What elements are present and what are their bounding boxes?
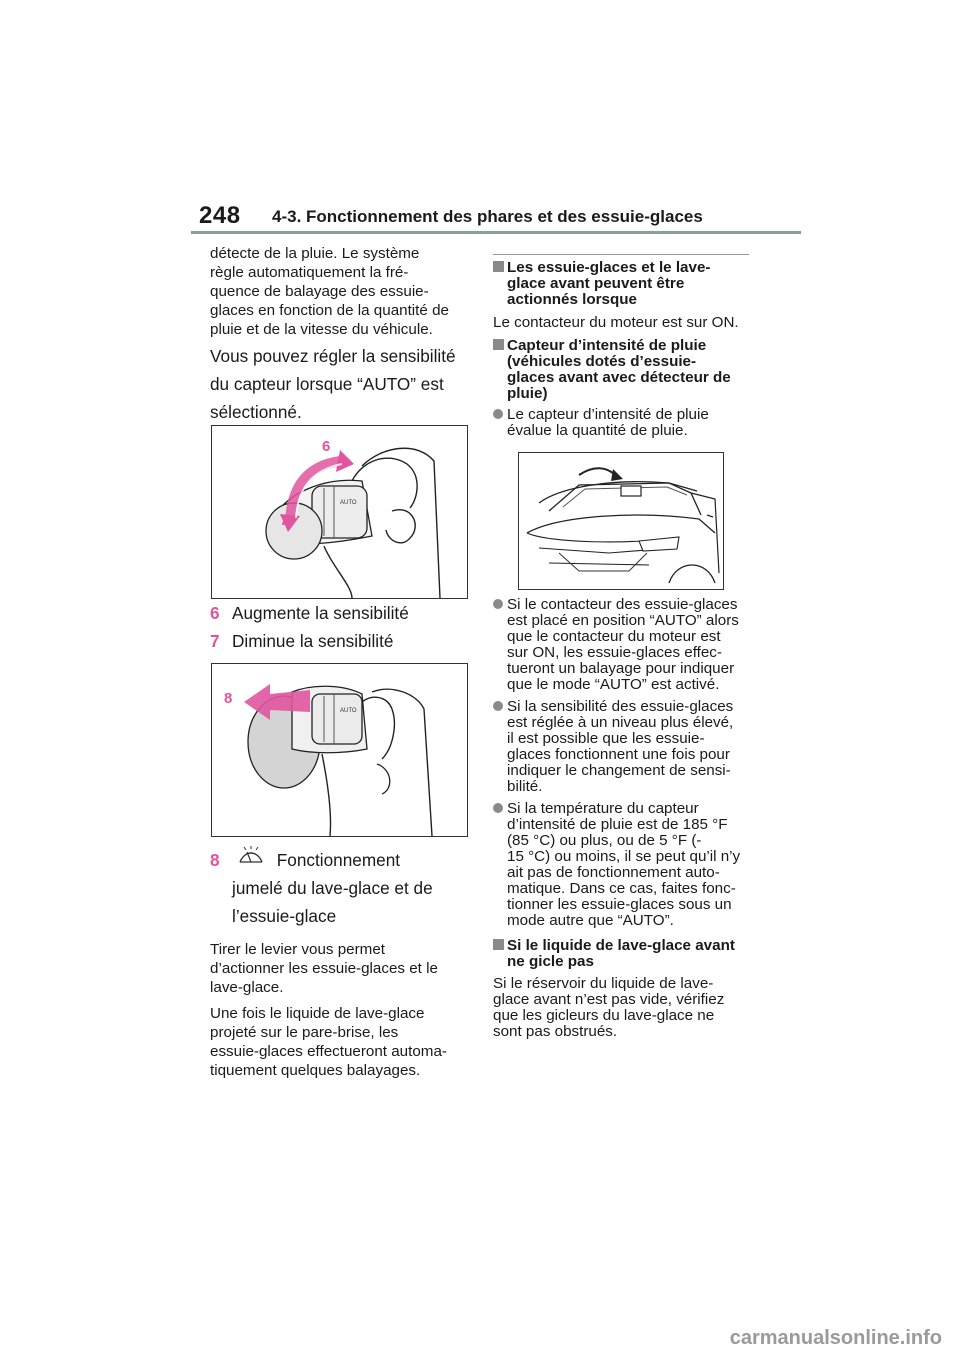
figure-rain-sensor-car: [518, 452, 724, 590]
knob-illustration: [212, 426, 467, 598]
legend-text: Diminue la sensibilité: [232, 631, 394, 651]
text-line: Le capteur d’intensité de pluie: [507, 406, 709, 423]
bullet-temperature: [493, 801, 772, 929]
bullet-sensitivity-change: [493, 699, 772, 795]
text-line: est réglée à un niveau plus élevé,: [507, 714, 734, 731]
lever-illustration: [212, 664, 467, 836]
text-line: glace avant n’est pas vide, vérifiez: [493, 991, 725, 1008]
square-bullet-icon: [493, 939, 504, 950]
text-line: que les gicleurs du lave-glace ne: [493, 1007, 715, 1024]
text-line: tiquement quelques balayages.: [210, 1062, 421, 1079]
label-6: 6: [322, 438, 331, 455]
text-line: Si le contacteur des essuie-glaces: [507, 596, 738, 613]
item8-line2: jumelé du lave-glace et de: [232, 878, 433, 898]
text-line: Tirer le levier vous permet: [210, 941, 385, 958]
page-number: 248: [199, 202, 241, 229]
engine-on-text: Le contacteur du moteur est sur ON.: [493, 314, 739, 331]
text-line: évalue la quantité de pluie.: [507, 422, 688, 439]
text-line: glaces fonctionnent une fois pour: [507, 746, 730, 763]
text-line: essuie-glaces effectueront automa-: [210, 1043, 447, 1060]
washer-icon: [237, 846, 277, 876]
legend-text: Augmente la sensibilité: [232, 603, 409, 623]
text-line: d’intensité de pluie est de 185 °F: [507, 816, 728, 833]
figure-washer-lever: [211, 663, 468, 837]
text-line: glace avant peuvent être: [507, 275, 685, 292]
text-line: 15 °C) ou moins, il se peut qu’il n’y: [507, 848, 741, 865]
text-line: bilité.: [507, 778, 543, 795]
heading-operable-when: [493, 260, 772, 308]
label-8: 8: [224, 690, 233, 707]
legend-item-8: [210, 846, 468, 876]
bullet-sensor-evaluates: [493, 407, 772, 439]
text-line: ait pas de fonctionnement auto-: [507, 864, 720, 881]
item8-line1: Fonctionnement: [276, 850, 401, 870]
text-line: quence de balayage des essuie-: [210, 283, 429, 300]
legend-item-6: [210, 599, 468, 627]
header-rule: [191, 231, 801, 234]
legend-item-7: [210, 627, 468, 655]
washer-check-paragraph: [493, 976, 758, 1040]
text-line: Une fois le liquide de lave-glace: [210, 1005, 425, 1022]
text-line: Capteur d’intensité de pluie: [507, 337, 707, 354]
section-title: 4-3. Fonctionnement des phares et des essuie-glaces: [272, 207, 703, 226]
text-line: du capteur lorsque “AUTO” est: [210, 374, 444, 394]
label-7: 7: [280, 512, 289, 529]
text-line: lave-glace.: [210, 979, 284, 996]
text-line: (85 °C) ou plus, ou de 5 °F (-: [507, 832, 702, 849]
round-bullet-icon: [493, 803, 503, 813]
text-line: d’actionner les essuie-glaces et le: [210, 960, 438, 977]
text-line: projeté sur le pare-brise, les: [210, 1024, 399, 1041]
svg-text:AUTO: AUTO: [340, 500, 357, 506]
text-line: Si la sensibilité des essuie-glaces: [507, 698, 734, 715]
text-line: Si le liquide de lave-glace avant: [507, 937, 735, 954]
text-line: actionnés lorsque: [507, 291, 637, 308]
text-line: pluie et de la vitesse du véhicule.: [210, 321, 433, 338]
round-bullet-icon: [493, 701, 503, 711]
text-line: indiquer le changement de sensi-: [507, 762, 731, 779]
text-line: est placé en position “AUTO” alors: [507, 612, 739, 629]
legend-number: 6: [210, 603, 220, 623]
pull-lever-paragraph: [210, 940, 468, 997]
text-line: tionner les essuie-glaces sous un: [507, 896, 732, 913]
text-line: il est possible que les essuie-: [507, 730, 705, 747]
text-line: glaces avant avec détecteur de: [507, 369, 731, 386]
sensitivity-paragraph: [210, 342, 468, 426]
item8-line3: l’essuie-glace: [232, 906, 337, 926]
text-line: mode autre que “AUTO”.: [507, 912, 674, 929]
text-line: sont pas obstrués.: [493, 1023, 618, 1040]
round-bullet-icon: [493, 599, 503, 609]
text-line: que le contacteur du moteur est: [507, 628, 721, 645]
text-line: que le mode “AUTO” est activé.: [507, 676, 720, 693]
text-line: (véhicules dotés d’essuie-: [507, 353, 697, 370]
text-line: sur ON, les essuie-glaces effec-: [507, 644, 722, 661]
intro-paragraph: [210, 244, 468, 339]
text-line: ne gicle pas: [507, 953, 594, 970]
text-line: pluie): [507, 385, 548, 402]
text-line: tueront un balayage pour indiquer: [507, 660, 735, 677]
round-bullet-icon: [493, 409, 503, 419]
column-rule: [493, 254, 749, 255]
text-line: matique. Dans ce cas, faites fonc-: [507, 880, 736, 897]
text-line: règle automatiquement la fré-: [210, 264, 409, 281]
text-line: Si la température du capteur: [507, 800, 699, 817]
car-illustration: [519, 453, 723, 589]
text-line: détecte de la pluie. Le système: [210, 245, 420, 262]
bullet-auto-sweep: [493, 597, 772, 693]
text-line: Les essuie-glaces et le lave-: [507, 259, 711, 276]
legend-number: 8: [210, 850, 220, 870]
square-bullet-icon: [493, 339, 504, 350]
square-bullet-icon: [493, 261, 504, 272]
legend-number: 7: [210, 631, 220, 651]
fluid-sprayed-paragraph: [210, 1004, 468, 1080]
text-line: Vous pouvez régler la sensibilité: [210, 346, 456, 366]
svg-text:AUTO: AUTO: [340, 708, 357, 714]
heading-rain-sensor: [493, 338, 772, 402]
text-line: Si le réservoir du liquide de lave-: [493, 975, 714, 992]
heading-washer-not-spraying: [493, 938, 772, 970]
text-line: glaces en fonction de la quantité de: [210, 302, 449, 319]
watermark: carmanualsonline.info: [729, 1327, 942, 1349]
text-line: sélectionné.: [210, 402, 302, 422]
figure-sensitivity-knob: [211, 425, 468, 599]
